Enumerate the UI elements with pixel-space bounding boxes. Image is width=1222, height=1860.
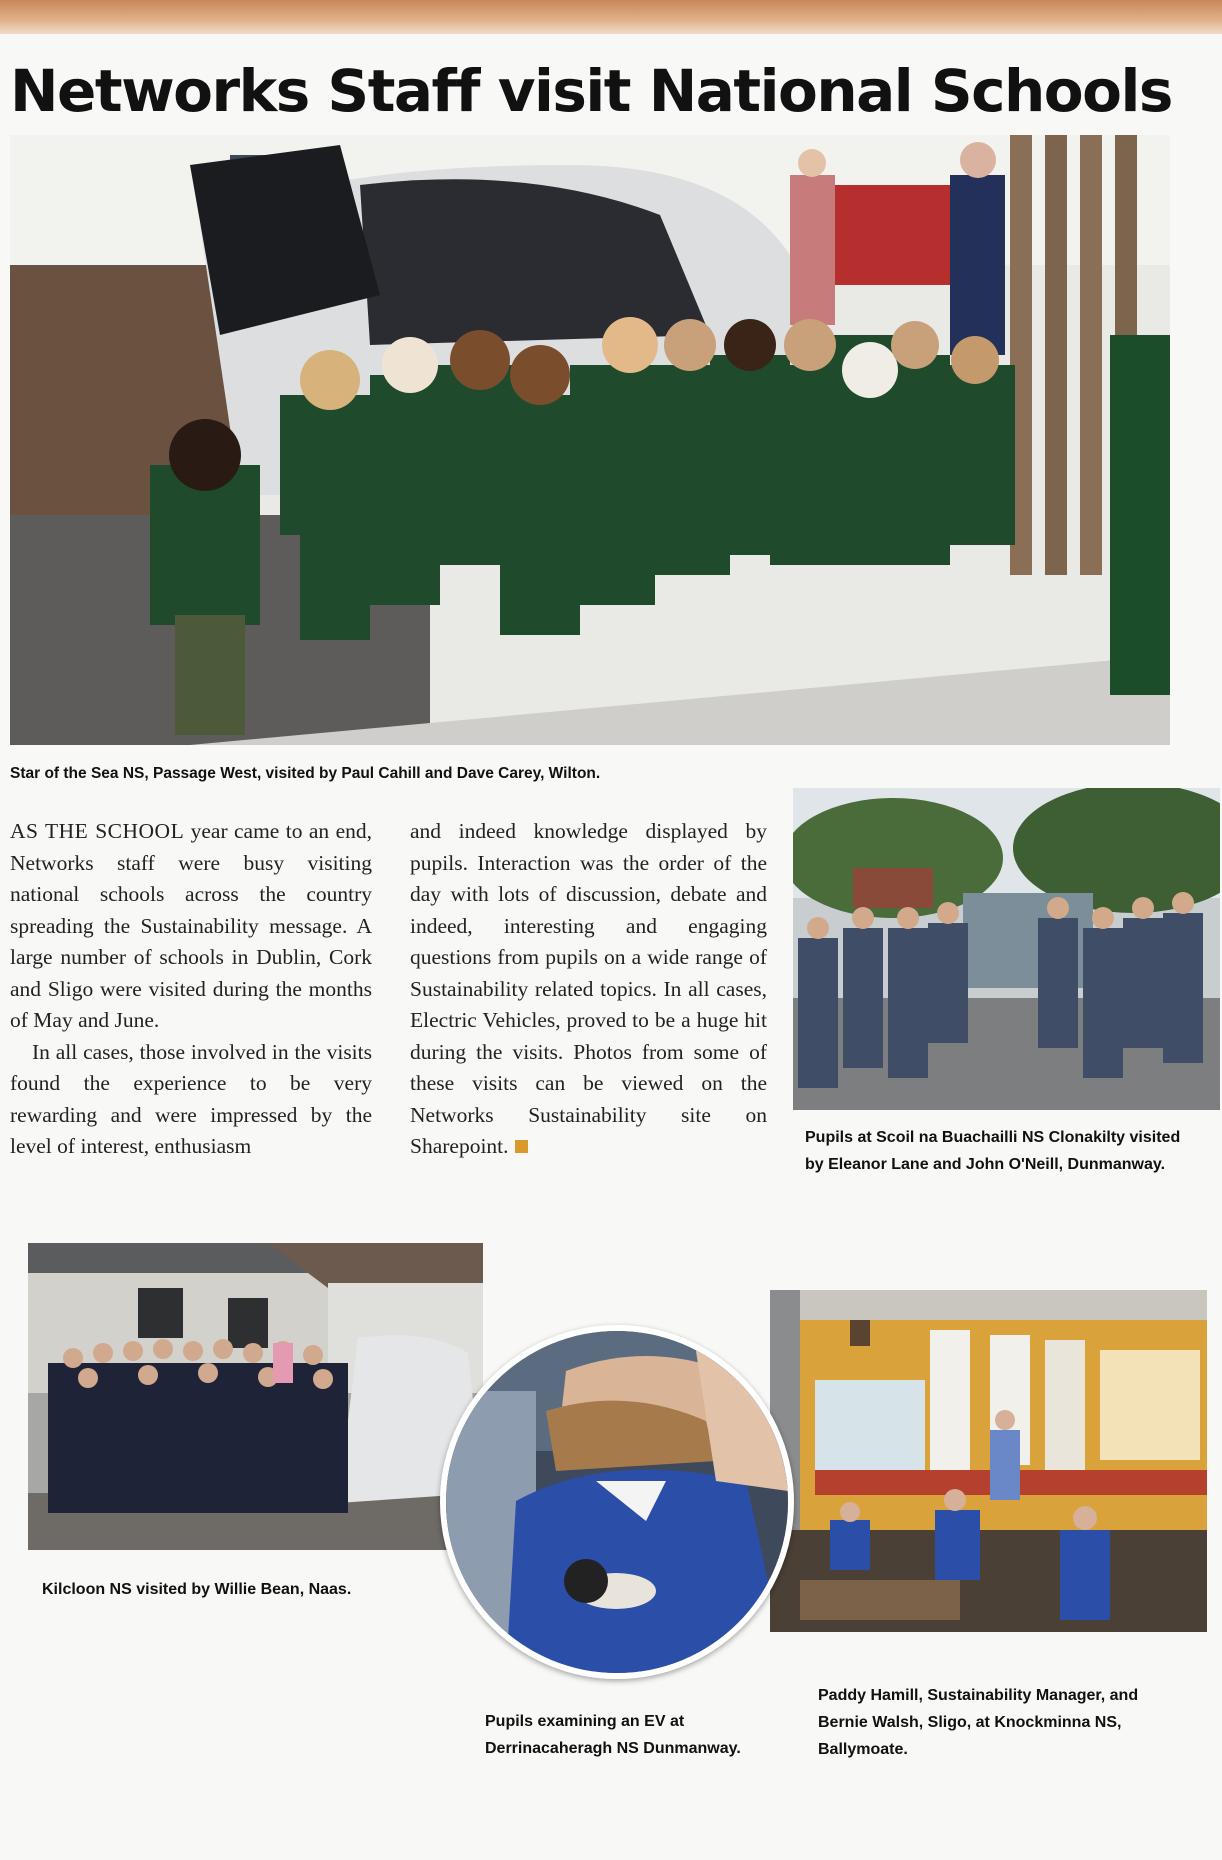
paragraph-2-continued-text: and indeed knowledge displayed by pupils. Interaction was the order of the day with lots of discussion, debate and indeed, interesting and engaging questions from pupils on a wide range of Sustainability related topics. In all cases, Electric Vehicles, proved to be a huge hit during the visits. Photos from some of these visits can be viewed on the Networks Sustainability site on Sharepoint. xyxy=(410,819,767,1158)
article-headline: Networks Staff visit National Schools xyxy=(10,57,1172,125)
paragraph-1-text: year came to an end, Networks staff were busy visiting national schools across the country spreading the Sustainability message. A large number of schools in Dublin, Cork and Sligo were visited during the months of May and June. xyxy=(10,819,372,1032)
caption-main-photo: Star of the Sea NS, Passage West, visited by Paul Cahill and Dave Carey, Wilton. xyxy=(10,765,601,782)
caption-derrinacaheragh: Pupils examining an EV at Derrinacaheragh NS Dunmanway. xyxy=(485,1713,741,1757)
paragraph-2-continued xyxy=(410,816,767,1163)
caption-clonakilty: Pupils at Scoil na Buachailli NS Clonakilty visited by Eleanor Lane and John O'Neill, Dunmanway. xyxy=(805,1129,1181,1173)
article-column-1 xyxy=(10,816,372,1163)
caption-knockminna: Paddy Hamill, Sustainability Manager, and Bernie Walsh, Sligo, at Knockminna NS, Ballymoate. xyxy=(818,1687,1139,1758)
caption-kilcloon: Kilcloon NS visited by Willie Bean, Naas. xyxy=(42,1581,352,1598)
article-column-2 xyxy=(410,816,767,1163)
end-of-article-mark xyxy=(515,1140,528,1153)
photo-knockminna-classroom xyxy=(770,1290,1207,1632)
lead-in-text: AS THE SCHOOL xyxy=(10,819,185,843)
photo-kilcloon-ns xyxy=(28,1243,483,1550)
photo-derrinacaheragh-ev xyxy=(440,1325,794,1679)
page-top-edge xyxy=(0,0,1222,34)
paragraph-2-start: In all cases, those involved in the visits found the experience to be very rewarding and were impressed by the level of interest, enthusiasm xyxy=(10,1039,372,1158)
main-photo-star-of-the-sea xyxy=(10,135,1170,745)
paragraph-1 xyxy=(10,816,372,1037)
photo-clonakilty-pupils xyxy=(793,788,1220,1110)
